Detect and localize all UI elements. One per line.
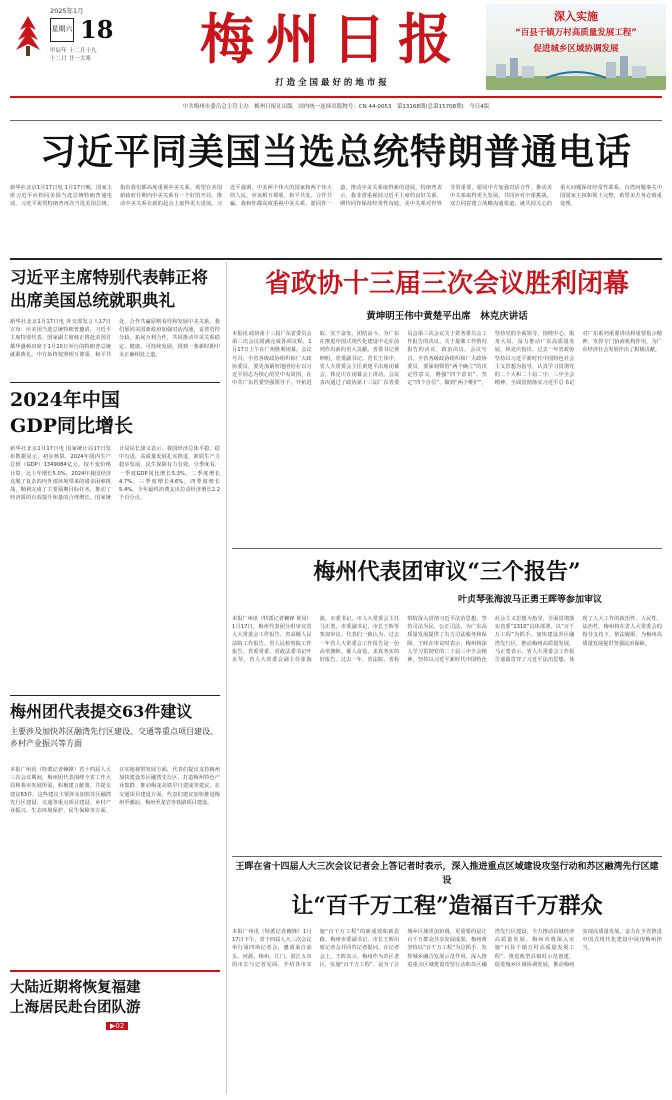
story-proposals-body: 本报广州讯（特派记者赖锋）省十四届人大三次会议期间，梅州团代表围绕全省工作大局和我市发展所需，积极建言献策，共提交建议63件。这些建议主要涉及加快苏区融湾先行区建设、交通等重点项目建设、乡村产业振兴、生态环境保护、民生保障等方面。在实地视察发展方面，代表们提出支持梅州加快建设苏区融湾先行区、打造梅州特色产业集群、推动梅龙高铁早日建成等建议。在交通项目建设方面，代表们建议加快推进梅州至潮汕、梅州至龙岩等铁路项目建设。: [10, 767, 220, 815]
promo-title: 深入实施: [554, 10, 598, 23]
story-hanzheng-body: 新华社北京1月17日电 外交部发言人17日宣布：应美国当选总统特朗普邀请，习近平主席特别代表、国家副主席韩正将赴美国首都华盛顿出席于1月20日举行的特朗普总统就职典礼。中方始终按照相互尊重、和平共处、合作共赢原则看待和发展中美关系。我们愿同美国新政府加强对话沟通，妥善管控分歧，拓展互利合作，共同推动中美关系稳定、健康、可持续发展，找到一条新时期中美正确相处之道。: [10, 319, 220, 358]
bottom-kicker: 王晖在省十四届人大三次会议记者会上答记者时表示，深入推进重点区域建设攻坚行动和苏区融湾先行区建设: [235, 862, 659, 886]
bottom-headline[interactable]: 让“百千万工程”造福百千万群众: [291, 893, 603, 919]
city-skyline-icon: [486, 54, 666, 90]
lead-headline[interactable]: 习近平同美国当选总统特朗普通电话: [39, 131, 632, 173]
masthead: [0, 0, 672, 120]
hundred-project-story: [232, 860, 662, 1092]
weekday: 星期六: [50, 18, 74, 42]
lead-body: 新华社北京1月17日电 1月17日晚，国家主席习近平应约同美国当选总统特朗普通电话。习近平祝贺特朗普再次当选美国总统。指出我们都高度重视中美关系，希望在美国新政府任期内中美关系有一个好的开局，推动中美关系在新的起点上取得更大进展。习近平强调，中美两个伟大的国家和两个伟大的人民，应该相互尊重、和平共处、合作共赢。我和你都高度重视中美关系，愿同你一道，推动中美关系取得新的进展。特朗普表示，我非常重视同习近平主席的良好关系，期待同你保持经常性沟通，美中关系对世界非常重要，愿同中方加强对话合作，推动美中关系取得更大发展，共同应对全球挑战。双方同意建立战略沟通渠道，就共同关心的重大问题保持经常性联系。台湾问题事关中国国家主权和领土完整，希望美方务必慎重处理。: [10, 185, 662, 208]
promo-banner[interactable]: [486, 4, 666, 90]
page-ref-badge[interactable]: ▶02: [106, 1022, 128, 1030]
teaser-line1: 大陆近期将恢复福建: [10, 979, 141, 996]
story-gdp-body: 新华社北京1月17日电 国家统计局17日发布数据显示，初步核算，2024年国内生产总值（GDP）1349084亿元，按不变价格计算，比上年增长5.0%。2024年我国经济克服了复杂的内外部环境带来的诸多困难挑战，顺利完成了主要预期目标任务，推动了经济质的有效提升和量的合理增长。国家统计局局长康义表示，我国经济总体平稳、稳中有进，高质量发展扎实推进，新质生产力稳步发展，民生保障有力有效。分季度看，一季度GDP同比增长5.3%，二季度增长4.7%，三季度增长4.6%，四季度增长5.4%。全年最终消费支出拉动经济增长2.2个百分点。: [10, 446, 220, 502]
delegation-subhead: 叶贞琴张海波马正勇王晖等参加审议: [457, 595, 602, 605]
publication-info: 中共梅州市委员会主管主办 梅州日报社出版 国内统一连续出版物号：CN 44-0053 第13168期(总第15708期) 今日4版: [182, 104, 490, 110]
logo-mark-icon: [12, 10, 44, 58]
delegation-story: [232, 552, 662, 850]
delegation-body: 本报广州讯（特派记者赖锋 黄凤）1月17日，梅州代表团分组审议省人大常委会工作报告、省高级人民法院工作报告、省人民检察院工作报告。省委常委、省政法委书记叶贞琴，省人大常委会副主任张海波，市委书记、市人大常委会主任马正勇，市委副书记、市长王晖等参加审议。代表们一致认为，过去一年省人大常委会工作报告是一份高举旗帜、催人奋进、求真务实的好报告。过去一年，省法院、省检察院深入贯彻习近平法治思想，坚持司法为民、公正司法，为广东高质量发展提供了有力司法服务和保障。王晖在审议时表示，梅州将深入学习贯彻党的二十届三中全会精神，坚持以习近平新时代中国特色社会主义思想为指导，全面贯彻落实省委“1310”具体部署，以“百千万工程”为抓手，加快建设苏区融湾先行区，推动梅州高质量发展。马正勇表示，省人大常委会工作报告通篇贯穿了习近平法治思想，体现了人大工作的政治性、人民性、法治性，梅州将在省人大常委会的指导支持下，依法履职，为梅州高质量发展提供坚强法治保障。: [232, 616, 662, 664]
promo-subtitle: “百县千镇万村高质量发展工程”: [515, 28, 637, 38]
cppcc-headline[interactable]: 省政协十三届三次会议胜利闭幕: [264, 269, 629, 299]
date-year-month: 2025年1月: [50, 7, 84, 15]
newspaper-title: 梅州日报: [200, 7, 464, 71]
cppcc-body: 本报讯 政协第十三届广东省委员会第三次会议圆满完成各项议程，1月17日上午在广州胜利闭幕。会议号召，全省各级政协组织和广大政协委员，要更加紧密地团结在以习近平同志为核心的党中央周围，在中共广东省委坚强领导下，开拓进取、实干奋发、团结奋斗，为广东在推进中国式现代化建设中走在前列作出新的更大贡献。省委书记黄坤明，省委副书记、省长王伟中，省人大常委会主任黄楚平出席闭幕会。林克庆在闭幕会上讲话。会议表决通过了政协第十三届广东省委员会第三次会议关于常务委员会工作报告的决议、关于提案工作情况报告的决议、政治决议。会议号召，全省各级政协组织和广大政协委员，要深刻领悟“两个确立”的决定性意义，增强“四个意识”、坚定“四个自信”、做到“两个维护”，坚持党的全面领导，围绕中心、服务大局，奋力推动广东高质量发展。林克庆指出，过去一年省政协坚持以习近平新时代中国特色社会主义思想为指导，认真学习贯彻党的二十大和二十届二中、三中全会精神，全面贯彻落实习近平总书记对广东系列重要讲话和重要指示精神，发挥专门协商机构作用，为广东经济社会发展作出了积极贡献。: [232, 331, 662, 387]
delegation-headline[interactable]: 梅州代表团审议“三个报告”: [313, 559, 581, 585]
left-column: [10, 262, 220, 1092]
story-hanzheng-headline[interactable]: 习近平主席特别代表韩正将出席美国总统就职典礼: [10, 268, 208, 310]
masthead-divider: [10, 96, 662, 98]
issue-date: [50, 6, 170, 70]
lead-story: [10, 120, 662, 258]
story-proposals-subhead: 主要涉及加快苏区融湾先行区建设、交通等重点项目建设、乡村产业振兴等方面: [10, 727, 218, 748]
story-proposals-headline[interactable]: 梅州团代表提交63件建议: [10, 702, 193, 721]
solar-term: 十二月 廿一大寒: [50, 56, 91, 62]
teaser-line2: 上海居民赴台团队游: [10, 999, 141, 1016]
story-gdp-headline[interactable]: 2024年中国GDP同比增长: [10, 389, 133, 437]
cppcc-story: [232, 262, 662, 542]
lunar-date: 甲辰年 十二月十九: [50, 48, 97, 54]
promo-tagline: 促进城乡区域协调发展: [533, 44, 619, 54]
bottom-body: 本报广州讯（特派记者赖锋）1月17日下午，省十四届人大三次会议举行第四场记者会，邀请来自汕头、河源、梅州、江门、湛江五市的市长与记者见面，介绍各市实施“百千万工程”的新成效和新思路。梅州市委副书记、市长王晖出席记者会并回答记者提问。在记者会上，王晖表示，梅州作为苏区老区，实施“百千万工程”，是为了让城乡区域更加协调，更重要的是让百千万群众共享发展成果。梅州将坚持以“百千万工程”为总抓手，发挥城乡融合发展示范作用，深入推进重点区域建设攻坚行动和苏区融湾先行区建设，全力推动县域经济高质量发展。梅州市将深入实施“百县千镇万村高质量发展工程”，推进典型县镇村示范创建，促进城乡区域协调发展，推动梅州实现高质量发展，奋力在全省推进中国式现代化建设中展现梅州担当。: [232, 929, 662, 968]
teaser-box[interactable]: [10, 970, 220, 1036]
day-number: 18: [80, 15, 114, 44]
slogan: 打 造 全 国 最 好 的 地 市 报: [275, 78, 387, 88]
cppcc-subhead: 黄坤明王伟中黄楚平出席 林克庆讲话: [366, 311, 528, 322]
